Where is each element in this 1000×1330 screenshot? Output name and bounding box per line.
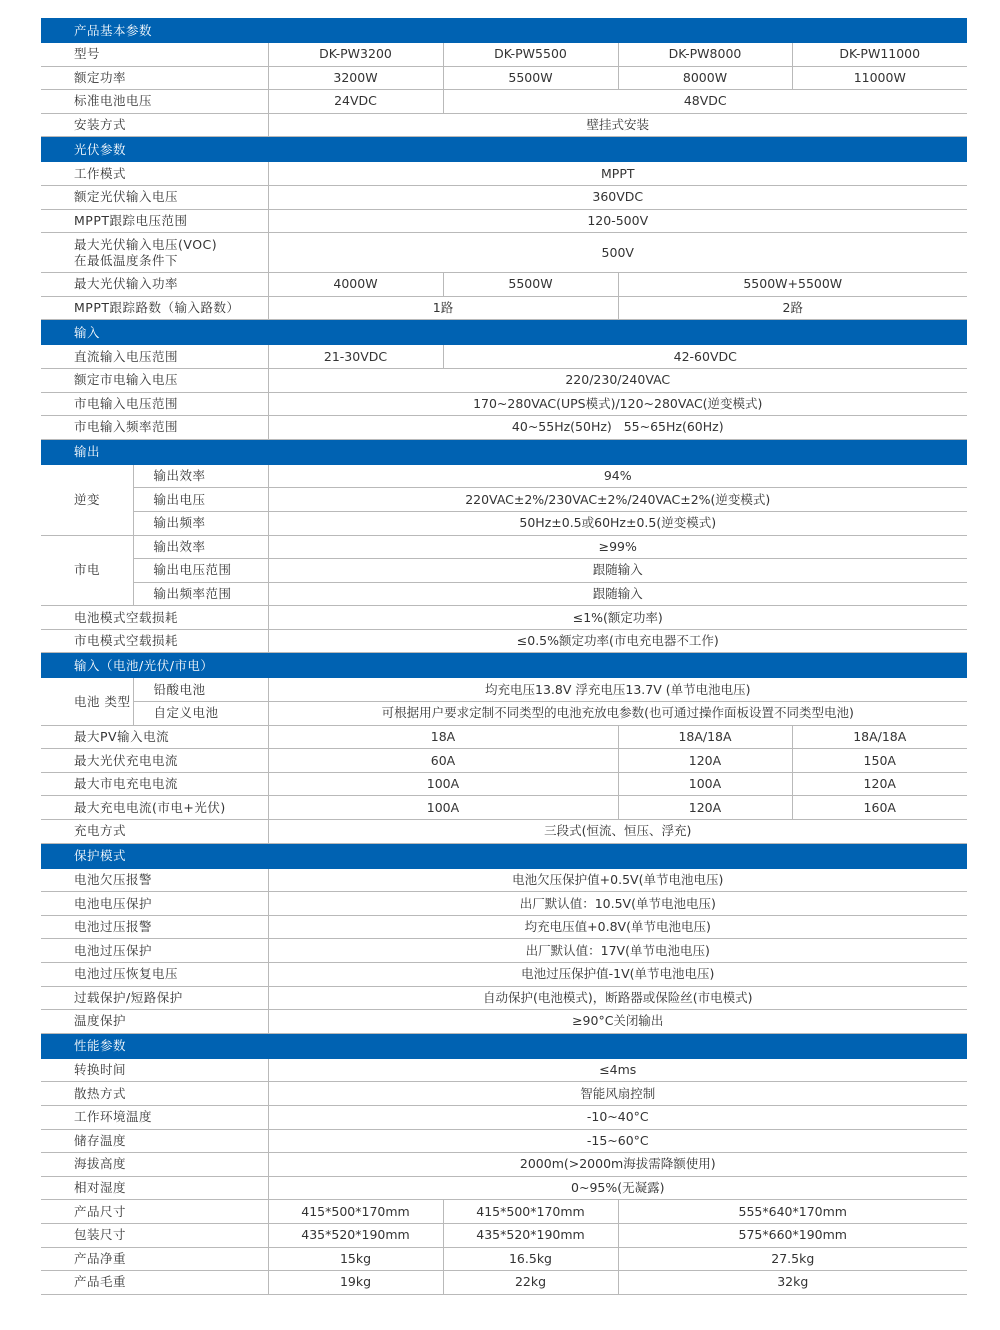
- cell-value: 40~55Hz(50Hz) 55~65Hz(60Hz): [268, 416, 967, 440]
- cell-value: 16.5kg: [443, 1247, 618, 1271]
- row-performance: [41, 1082, 967, 1106]
- cell-value: 2路: [618, 296, 967, 320]
- cell-value: 575*660*190mm: [618, 1223, 967, 1247]
- row-label: 安装方式: [41, 113, 268, 137]
- cell-value: 21-30VDC: [268, 345, 443, 368]
- spec-sheet: [41, 18, 967, 1295]
- row-max-pv-current: [41, 725, 967, 749]
- row-max-voc: [41, 233, 967, 273]
- row-battery-idle-loss: [41, 606, 967, 630]
- cell-value: ≤0.5%额定功率(市电充电器不工作): [268, 629, 967, 653]
- row-label: 工作环境温度: [41, 1105, 268, 1129]
- row-label: 产品净重: [41, 1247, 268, 1271]
- cell-value: 170~280VAC(UPS模式)/120~280VAC(逆变模式): [268, 392, 967, 416]
- row-label-line2: 在最低温度条件下: [74, 252, 179, 268]
- cell-value: 50Hz±0.5或60Hz±0.5(逆变模式): [268, 511, 967, 535]
- row-protection: [41, 915, 967, 939]
- row-inverter-frequency: [41, 511, 967, 535]
- cell-value: 11000W: [792, 66, 967, 90]
- row-package-size: [41, 1223, 967, 1247]
- row-battery-voltage: [41, 90, 967, 114]
- row-mains-range: [41, 392, 967, 416]
- cell-value: 220/230/240VAC: [268, 368, 967, 392]
- row-label: 电池电压保护: [41, 892, 268, 916]
- row-label: 充电方式: [41, 820, 268, 844]
- cell-value: 电池欠压保护值+0.5V(单节电池电压): [268, 869, 967, 892]
- cell-value: 三段式(恒流、恒压、浮充): [268, 820, 967, 844]
- cell-value: 5500W: [443, 66, 618, 90]
- cell-value: 15kg: [268, 1247, 443, 1271]
- section-title: 性能参数: [41, 1033, 967, 1059]
- group-label-line1: 电池: [74, 693, 101, 709]
- row-label: 电池模式空载损耗: [41, 606, 268, 630]
- cell-value: ≥90°C关闭输出: [268, 1010, 967, 1034]
- cell-value: 220VAC±2%/230VAC±2%/240VAC±2%(逆变模式): [268, 488, 967, 512]
- cell-value: 160A: [792, 796, 967, 820]
- group-label: 市电: [41, 535, 133, 606]
- section-header-output: [41, 439, 967, 465]
- row-label: MPPT跟踪电压范围: [41, 209, 268, 233]
- section-header-input-mixed: [41, 653, 967, 679]
- cell-value: 120-500V: [268, 209, 967, 233]
- cell-value: 3200W: [268, 66, 443, 90]
- row-label: 相对湿度: [41, 1176, 268, 1200]
- row-label: 输出效率: [133, 535, 268, 559]
- cell-value: 均充电压13.8V 浮充电压13.7V (单节电池电压): [268, 678, 967, 701]
- row-mains-voltage-range: [41, 559, 967, 583]
- cell-value: 500V: [268, 233, 967, 273]
- cell-value: 120A: [618, 749, 792, 773]
- row-rated-power: [41, 66, 967, 90]
- cell-value: DK-PW8000: [618, 43, 792, 66]
- row-label: 铅酸电池: [133, 678, 268, 701]
- cell-value: 壁挂式安装: [268, 113, 967, 137]
- row-protection: [41, 869, 967, 892]
- row-custom-battery: [41, 702, 967, 726]
- group-label: 逆变: [41, 465, 133, 535]
- row-label: MPPT跟踪路数（输入路数）: [41, 296, 268, 320]
- cell-value: 智能风扇控制: [268, 1082, 967, 1106]
- cell-value: 4000W: [268, 273, 443, 297]
- row-label: 市电输入频率范围: [41, 416, 268, 440]
- cell-value: 120A: [792, 772, 967, 796]
- row-label: 最大市电充电电流: [41, 772, 268, 796]
- group-label: [41, 678, 133, 725]
- row-inverter-efficiency: [41, 465, 967, 488]
- cell-value: MPPT: [268, 162, 967, 185]
- section-title: 输出: [41, 439, 967, 465]
- section-header-protection: [41, 843, 967, 869]
- cell-value: 120A: [618, 796, 792, 820]
- cell-value: 100A: [268, 772, 618, 796]
- cell-value: 1路: [268, 296, 618, 320]
- row-install: [41, 113, 967, 137]
- row-mains-efficiency: [41, 535, 967, 559]
- cell-value: 32kg: [618, 1271, 967, 1295]
- cell-value: 自动保护(电池模式)，断路器或保险丝(市电模式): [268, 986, 967, 1010]
- row-label: 输出频率范围: [133, 582, 268, 606]
- section-header-pv: [41, 137, 967, 163]
- cell-value: 555*640*170mm: [618, 1200, 967, 1224]
- row-label: [41, 233, 268, 273]
- row-label: 输出电压范围: [133, 559, 268, 583]
- row-protection: [41, 986, 967, 1010]
- row-label: 市电输入电压范围: [41, 392, 268, 416]
- row-label: 标准电池电压: [41, 90, 268, 114]
- cell-value: 5500W: [443, 273, 618, 297]
- cell-value: 415*500*170mm: [268, 1200, 443, 1224]
- row-label: 直流输入电压范围: [41, 345, 268, 368]
- row-label: 型号: [41, 43, 268, 66]
- cell-value: 24VDC: [268, 90, 443, 114]
- row-label: 最大光伏输入功率: [41, 273, 268, 297]
- cell-value: 48VDC: [443, 90, 967, 114]
- row-label: 电池过压恢复电压: [41, 963, 268, 987]
- row-label: 额定光伏输入电压: [41, 185, 268, 209]
- row-performance: [41, 1176, 967, 1200]
- cell-value: ≤4ms: [268, 1059, 967, 1082]
- cell-value: DK-PW11000: [792, 43, 967, 66]
- cell-value: 18A/18A: [618, 725, 792, 749]
- group-label-line2: 类型: [104, 693, 131, 709]
- row-label: 自定义电池: [133, 702, 268, 726]
- row-label: 包装尺寸: [41, 1223, 268, 1247]
- row-label: 最大充电电流(市电+光伏): [41, 796, 268, 820]
- cell-value: ≤1%(额定功率): [268, 606, 967, 630]
- row-dc-range: [41, 345, 967, 368]
- cell-value: 100A: [268, 796, 618, 820]
- row-label: 最大光伏充电电流: [41, 749, 268, 773]
- row-label: 转换时间: [41, 1059, 268, 1082]
- section-title: 输入（电池/光伏/市电）: [41, 653, 967, 679]
- row-label: 储存温度: [41, 1129, 268, 1153]
- section-header-input: [41, 320, 967, 346]
- row-label: 电池欠压报警: [41, 869, 268, 892]
- cell-value: 可根据用户要求定制不同类型的电池充放电参数(也可通过操作面板设置不同类型电池): [268, 702, 967, 726]
- row-max-mains-charge: [41, 772, 967, 796]
- row-mppt-range: [41, 209, 967, 233]
- row-net-weight: [41, 1247, 967, 1271]
- row-mppt-channels: [41, 296, 967, 320]
- row-label: 散热方式: [41, 1082, 268, 1106]
- row-label: 输出频率: [133, 511, 268, 535]
- cell-value: -15~60°C: [268, 1129, 967, 1153]
- row-mains-idle-loss: [41, 629, 967, 653]
- cell-value: 415*500*170mm: [443, 1200, 618, 1224]
- cell-value: 60A: [268, 749, 618, 773]
- row-max-pv-charge: [41, 749, 967, 773]
- row-label: 工作模式: [41, 162, 268, 185]
- row-lead-acid: [41, 678, 967, 701]
- cell-value: ≥99%: [268, 535, 967, 559]
- row-label: 额定功率: [41, 66, 268, 90]
- cell-value: 18A/18A: [792, 725, 967, 749]
- cell-value: 435*520*190mm: [443, 1223, 618, 1247]
- row-max-pv-power: [41, 273, 967, 297]
- cell-value: 0~95%(无凝露): [268, 1176, 967, 1200]
- row-performance: [41, 1129, 967, 1153]
- row-protection: [41, 963, 967, 987]
- row-label: 电池过压报警: [41, 915, 268, 939]
- cell-value: 均充电压值+0.8V(单节电池电压): [268, 915, 967, 939]
- cell-value: 2000m(>2000m海拔需降额使用): [268, 1153, 967, 1177]
- row-model: [41, 43, 967, 66]
- row-work-mode: [41, 162, 967, 185]
- cell-value: 出厂默认值：17V(单节电池电压): [268, 939, 967, 963]
- row-performance: [41, 1105, 967, 1129]
- section-header-basic: [41, 18, 967, 43]
- row-label: 市电模式空载损耗: [41, 629, 268, 653]
- row-charge-mode: [41, 820, 967, 844]
- row-label: 温度保护: [41, 1010, 268, 1034]
- cell-value: 电池过压保护值-1V(单节电池电压): [268, 963, 967, 987]
- row-label: 输出电压: [133, 488, 268, 512]
- row-mains-freq: [41, 416, 967, 440]
- section-title: 光伏参数: [41, 137, 967, 163]
- cell-value: DK-PW5500: [443, 43, 618, 66]
- cell-value: 出厂默认值：10.5V(单节电池电压): [268, 892, 967, 916]
- row-rated-mains: [41, 368, 967, 392]
- row-label: 过载保护/短路保护: [41, 986, 268, 1010]
- cell-value: -10~40°C: [268, 1105, 967, 1129]
- section-title: 保护模式: [41, 843, 967, 869]
- row-label-line1: 最大光伏输入电压(VOC): [74, 236, 218, 252]
- cell-value: 22kg: [443, 1271, 618, 1295]
- row-max-total-charge: [41, 796, 967, 820]
- row-label: 最大PV输入电流: [41, 725, 268, 749]
- row-protection: [41, 939, 967, 963]
- row-inverter-voltage: [41, 488, 967, 512]
- row-label: 产品尺寸: [41, 1200, 268, 1224]
- cell-value: 19kg: [268, 1271, 443, 1295]
- section-header-performance: [41, 1033, 967, 1059]
- row-protection: [41, 892, 967, 916]
- cell-value: DK-PW3200: [268, 43, 443, 66]
- row-product-size: [41, 1200, 967, 1224]
- cell-value: 27.5kg: [618, 1247, 967, 1271]
- cell-value: 94%: [268, 465, 967, 488]
- cell-value: 跟随输入: [268, 559, 967, 583]
- row-mains-frequency-range: [41, 582, 967, 606]
- row-gross-weight: [41, 1271, 967, 1295]
- row-rated-pv-voltage: [41, 185, 967, 209]
- row-label: 电池过压保护: [41, 939, 268, 963]
- cell-value: 跟随输入: [268, 582, 967, 606]
- cell-value: 360VDC: [268, 185, 967, 209]
- cell-value: 5500W+5500W: [618, 273, 967, 297]
- row-protection: [41, 1010, 967, 1034]
- cell-value: 100A: [618, 772, 792, 796]
- spec-table: [41, 18, 967, 1295]
- row-label: 海拔高度: [41, 1153, 268, 1177]
- section-title: 输入: [41, 320, 967, 346]
- section-title: 产品基本参数: [41, 18, 967, 43]
- row-performance: [41, 1059, 967, 1082]
- cell-value: 435*520*190mm: [268, 1223, 443, 1247]
- cell-value: 150A: [792, 749, 967, 773]
- row-performance: [41, 1153, 967, 1177]
- cell-value: 42-60VDC: [443, 345, 967, 368]
- row-label: 产品毛重: [41, 1271, 268, 1295]
- row-label: 额定市电输入电压: [41, 368, 268, 392]
- row-label: 输出效率: [133, 465, 268, 488]
- cell-value: 8000W: [618, 66, 792, 90]
- cell-value: 18A: [268, 725, 618, 749]
